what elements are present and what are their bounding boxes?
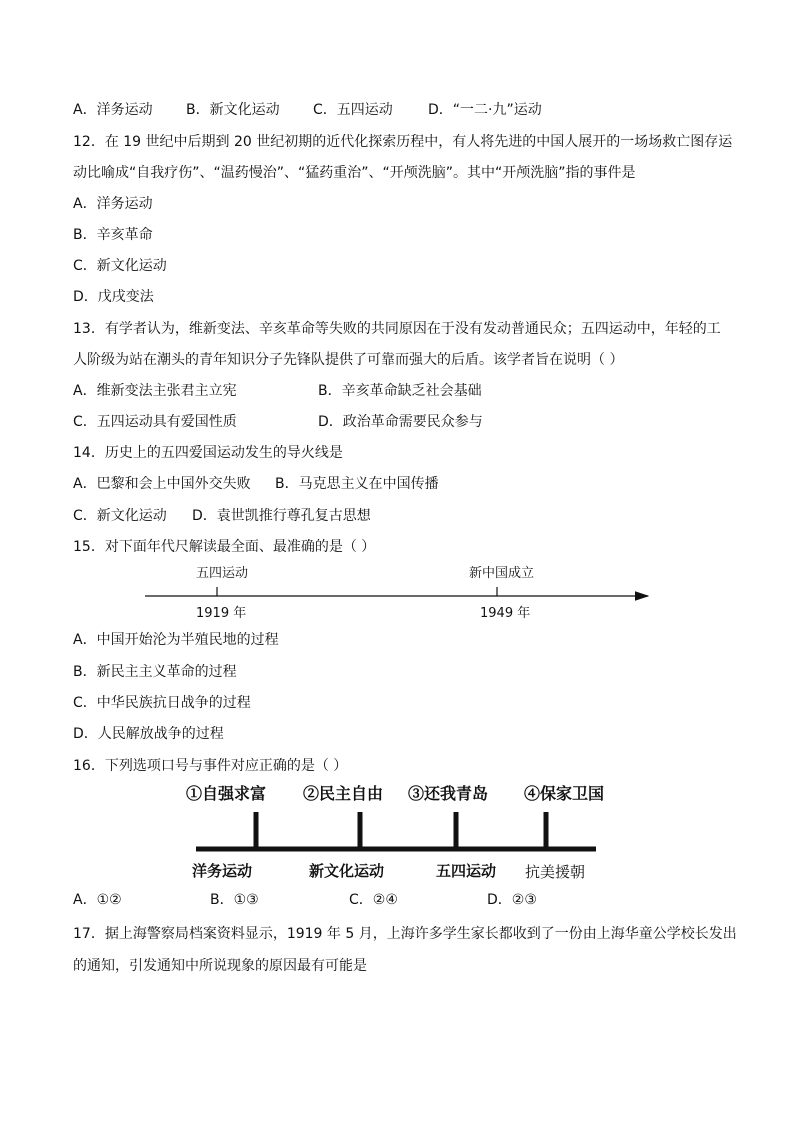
q15-option-a: A．中国开始沦为半殖民地的过程 xyxy=(73,632,279,648)
q12-stem-line1: 12．在 19 世纪中后期到 20 世纪初期的近代化探索历程中，有人将先进的中国人展开的一场场救亡图存运 xyxy=(73,134,733,150)
q13-option-a: A．维新变法主张君主立宪 xyxy=(73,383,237,399)
q13-option-d: D．政治革命需要民众参与 xyxy=(318,414,483,430)
q15-event-year-1: 1919 年 xyxy=(196,606,247,621)
q16-slogan-3: ③还我青岛 xyxy=(408,784,489,803)
q15-option-c: C．中华民族抗日战争的过程 xyxy=(73,695,251,711)
q14-option-c: C．新文化运动 xyxy=(73,508,167,524)
q14-option-a: A．巴黎和会上中国外交失败 xyxy=(73,476,251,492)
q17-stem-line1: 17．据上海警察局档案资料显示，1919 年 5 月，上海许多学生家长都收到了一份由上海华童公学校长发出 xyxy=(73,926,737,942)
q16-stem: 16．下列选项口号与事件对应正确的是（ ） xyxy=(73,758,348,774)
q16-event-4: 抗美援朝 xyxy=(525,863,586,881)
q16-option-c: C．②④ xyxy=(349,892,398,908)
q16-slogan-1: ①自强求富 xyxy=(186,784,267,803)
q15-event-label-1: 五四运动 xyxy=(196,566,249,581)
q14-stem: 14．历史上的五四爱国运动发生的导火线是 xyxy=(73,445,343,461)
q16-slogan-2: ②民主自由 xyxy=(303,784,384,803)
q15-event-label-2: 新中国成立 xyxy=(469,566,535,581)
q12-option-d: D．戊戌变法 xyxy=(73,289,154,305)
q11-option-a: A．洋务运动 xyxy=(73,102,153,118)
q11-option-d: D．“一二·九”运动 xyxy=(428,102,542,118)
q13-stem-line1: 13．有学者认为，维新变法、辛亥革命等失败的共同原因在于没有发动普通民众；五四运动中，年轻的工 xyxy=(73,321,721,337)
q16-option-b: B．①③ xyxy=(210,892,259,908)
q13-option-b: B．辛亥革命缺乏社会基础 xyxy=(318,383,482,399)
q15-option-b: B．新民主主义革命的过程 xyxy=(73,664,237,680)
q14-option-d: D．袁世凯推行尊孔复古思想 xyxy=(192,508,371,524)
q15-event-year-2: 1949 年 xyxy=(480,606,531,621)
q16-option-d: D．②③ xyxy=(487,892,537,908)
q15-option-d: D．人民解放战争的过程 xyxy=(73,726,224,742)
q16-event-1: 洋务运动 xyxy=(192,862,253,880)
q16-slogan-4: ④保家卫国 xyxy=(524,784,605,803)
q12-stem-line2: 动比喻成“自我疗伤”、“温药慢治”、“猛药重治”、“开颅洗脑”。其中“开颅洗脑”指的事件是 xyxy=(73,165,636,181)
q16-option-a: A．①② xyxy=(73,892,122,908)
q13-option-c: C．五四运动具有爱国性质 xyxy=(73,414,237,430)
q17-stem-line2: 的通知，引发通知中所说现象的原因最有可能是 xyxy=(73,958,367,974)
q16-event-2: 新文化运动 xyxy=(309,862,385,880)
q12-option-b: B．辛亥革命 xyxy=(73,227,153,243)
q11-option-b: B．新文化运动 xyxy=(186,102,280,118)
q11-option-c: C．五四运动 xyxy=(313,102,393,118)
q16-event-3: 五四运动 xyxy=(436,862,497,880)
q15-stem: 15．对下面年代尺解读最全面、最准确的是（ ） xyxy=(73,539,376,555)
q14-option-b: B．马克思主义在中国传播 xyxy=(275,476,439,492)
q12-option-a: A．洋务运动 xyxy=(73,196,153,212)
q13-stem-line2: 人阶级为站在潮头的青年知识分子先锋队提供了可靠而强大的后盾。该学者旨在说明（ ） xyxy=(73,352,624,368)
q12-option-c: C．新文化运动 xyxy=(73,258,167,274)
